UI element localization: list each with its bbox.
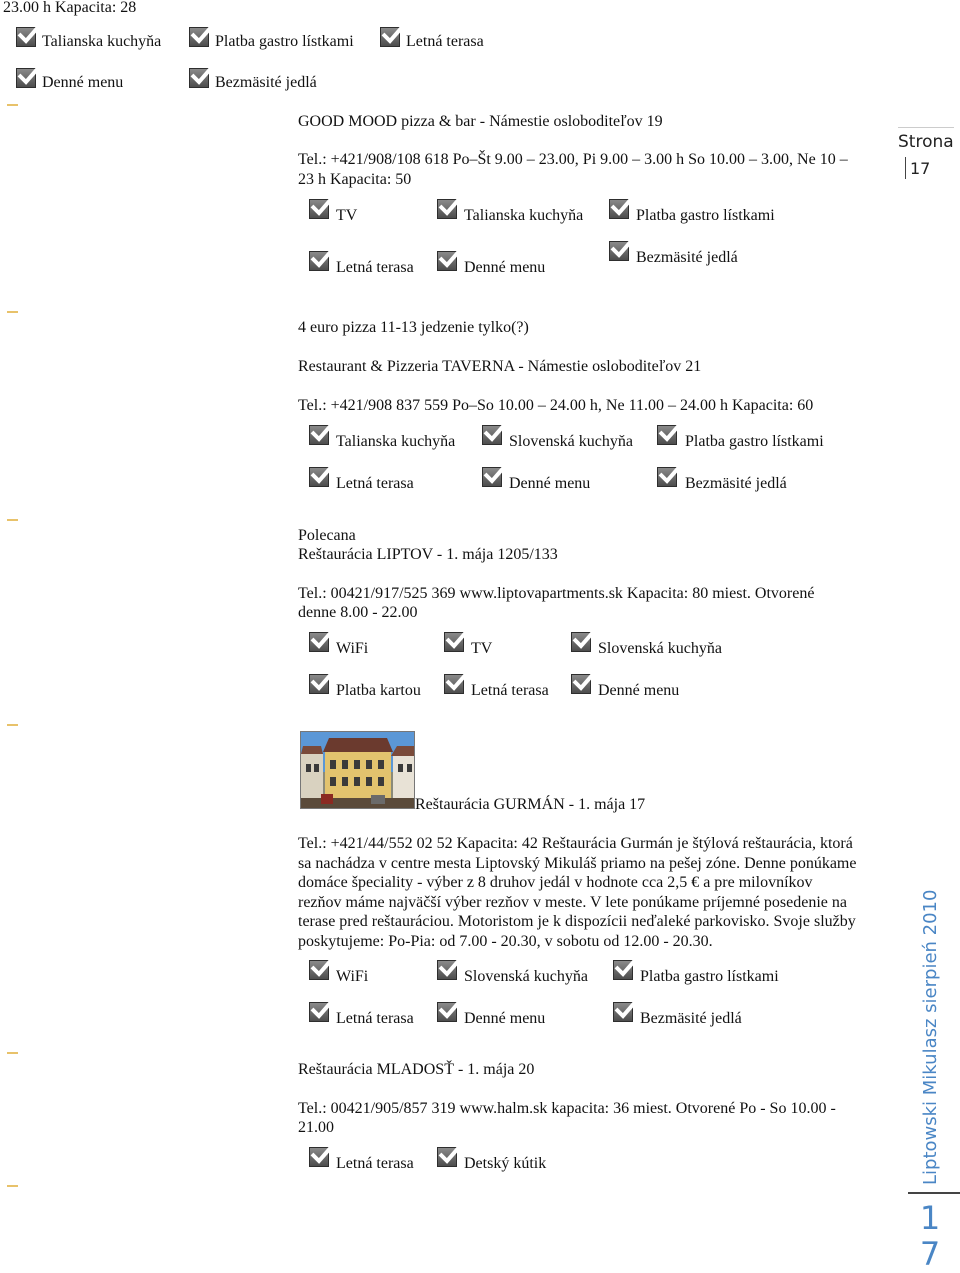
restaurant-info: Tel.: +421/908 837 559 Po–So 10.00 – 24.00 h, Ne 11.00 – 24.00 h Kapacita: 60 bbox=[298, 397, 814, 414]
restaurant-name: Reštaurácia MLADOSŤ - 1. mája 20 bbox=[298, 1061, 535, 1078]
margin-dash bbox=[7, 311, 18, 313]
margin-dash bbox=[7, 1052, 18, 1054]
restaurant-description: domáce špeciality - výber z 8 druhov jedál v hodnote cca 2,5 € a pre milovníkov bbox=[298, 874, 813, 892]
divider bbox=[898, 127, 954, 128]
restaurant-name: Reštaurácia LIPTOV - 1. mája 1205/133 bbox=[298, 546, 558, 563]
top-continuation-line: 23.00 h Kapacita: 28 bbox=[3, 0, 137, 16]
checkbox-icon bbox=[437, 1147, 457, 1167]
restaurant-info: 21.00 bbox=[298, 1119, 334, 1136]
checkbox-icon bbox=[309, 632, 329, 652]
checkbox-icon bbox=[309, 960, 329, 980]
feature-label: Letná terasa bbox=[336, 1010, 414, 1027]
page-indicator bbox=[898, 127, 954, 183]
feature-label: Denné menu bbox=[598, 682, 680, 699]
checkbox-icon bbox=[437, 960, 457, 980]
checkbox-icon bbox=[437, 251, 457, 271]
checkbox-icon bbox=[657, 467, 677, 487]
checkbox-icon bbox=[309, 199, 329, 219]
feature-label: Letná terasa bbox=[336, 1155, 414, 1172]
feature-label: Bezmäsité jedlá bbox=[640, 1010, 742, 1027]
feature-label: Platba gastro lístkami bbox=[685, 433, 824, 450]
margin-dash bbox=[7, 104, 18, 106]
strona-label: Strona bbox=[898, 132, 954, 152]
feature-label: Denné menu bbox=[42, 74, 124, 91]
feature-label: Platba gastro lístkami bbox=[636, 207, 775, 224]
feature-label: Bezmäsité jedlá bbox=[215, 74, 317, 91]
checkbox-icon bbox=[189, 27, 209, 47]
feature-label: Denné menu bbox=[509, 475, 591, 492]
checkbox-icon bbox=[482, 467, 502, 487]
margin-dash bbox=[7, 519, 18, 521]
divider bbox=[905, 157, 906, 179]
feature-label: Platba gastro lístkami bbox=[640, 968, 779, 985]
divider bbox=[908, 1192, 960, 1194]
feature-label: Talianska kuchyňa bbox=[42, 33, 162, 50]
checkbox-icon bbox=[482, 425, 502, 445]
margin-dash bbox=[7, 724, 18, 726]
restaurant-info: Tel.: 00421/917/525 369 www.liptovapartments.sk Kapacita: 80 miest. Otvorené bbox=[298, 585, 815, 602]
feature-label: Denné menu bbox=[464, 1010, 546, 1027]
checkbox-icon bbox=[571, 632, 591, 652]
feature-label: Denné menu bbox=[464, 259, 546, 276]
feature-label: Bezmäsité jedlá bbox=[685, 475, 787, 492]
checkbox-icon bbox=[613, 1002, 633, 1022]
restaurant-description: poskytujeme: Po-Pia: od 7.00 - 20.30, v sobotu od 12.00 - 20.30. bbox=[298, 933, 713, 950]
feature-label: Platba gastro lístkami bbox=[215, 33, 354, 50]
feature-label: TV bbox=[336, 207, 358, 224]
feature-label: Slovenská kuchyňa bbox=[509, 433, 633, 450]
restaurant-name: Restaurant & Pizzeria TAVERNA - Námestie osloboditeľov 21 bbox=[298, 358, 702, 375]
restaurant-name: GOOD MOOD pizza & bar - Námestie osloboditeľov 19 bbox=[298, 113, 663, 130]
restaurant-info: Tel.: +421/908/108 618 Po–Št 9.00 – 23.00, Pi 9.00 – 3.00 h So 10.00 – 3.00, Ne 10 – bbox=[298, 151, 848, 168]
vertical-footer-title: Liptowski Mikulasz sierpień 2010 bbox=[920, 889, 941, 1185]
checkbox-icon bbox=[309, 674, 329, 694]
feature-label: Letná terasa bbox=[406, 33, 484, 50]
checkbox-icon bbox=[309, 1002, 329, 1022]
restaurant-description: terase pred reštauráciou. Motoristom je k dispozícii neďaleké parkovisko. Svoje služby bbox=[298, 913, 856, 931]
page-number: 1 7 bbox=[919, 1199, 941, 1273]
feature-label: Letná terasa bbox=[336, 259, 414, 276]
checkbox-icon bbox=[309, 467, 329, 487]
feature-label: Slovenská kuchyňa bbox=[464, 968, 588, 985]
restaurant-name: Reštaurácia GURMÁN - 1. mája 17 bbox=[415, 796, 646, 813]
restaurant-description: rezňov máme najväčší výber rezňov v meste. V lete ponúkame príjemné posedenie na bbox=[298, 893, 847, 911]
handwritten-note: 4 euro pizza 11-13 jedzenie tylko(?) bbox=[298, 319, 529, 336]
checkbox-icon bbox=[16, 27, 36, 47]
feature-label: WiFi bbox=[336, 968, 369, 985]
restaurant-info: Tel.: 00421/905/857 319 www.halm.sk kapacita: 36 miest. Otvorené Po - So 10.00 - bbox=[298, 1100, 836, 1117]
restaurant-info: denne 8.00 - 22.00 bbox=[298, 604, 418, 621]
feature-label: Letná terasa bbox=[336, 475, 414, 492]
checkbox-icon bbox=[437, 1002, 457, 1022]
checkbox-icon bbox=[609, 199, 629, 219]
checkbox-icon bbox=[309, 425, 329, 445]
checkbox-icon bbox=[571, 674, 591, 694]
feature-label: WiFi bbox=[336, 640, 369, 657]
checkbox-icon bbox=[444, 674, 464, 694]
feature-label: TV bbox=[471, 640, 493, 657]
restaurant-info: 23 h Kapacita: 50 bbox=[298, 171, 412, 188]
checkbox-icon bbox=[609, 241, 629, 261]
strona-number: 17 bbox=[910, 159, 931, 178]
restaurant-description: Tel.: +421/44/552 02 52 Kapacita: 42 Reštaurácia Gurmán je štýlová reštaurácia, ktorá bbox=[298, 835, 853, 852]
restaurant-description: sa nachádza v centre mesta Liptovský Mikuláš priamo na pešej zóne. Denne ponúkame bbox=[298, 854, 857, 872]
restaurant-photo bbox=[300, 731, 415, 809]
checkbox-icon bbox=[657, 425, 677, 445]
handwritten-note: Polecana bbox=[298, 527, 356, 544]
feature-label: Talianska kuchyňa bbox=[336, 433, 456, 450]
checkbox-icon bbox=[380, 27, 400, 47]
feature-label: Detský kútik bbox=[464, 1155, 547, 1172]
margin-dash bbox=[7, 1185, 18, 1187]
checkbox-icon bbox=[444, 632, 464, 652]
feature-label: Bezmäsité jedlá bbox=[636, 249, 738, 266]
checkbox-icon bbox=[613, 960, 633, 980]
feature-label: Slovenská kuchyňa bbox=[598, 640, 722, 657]
checkbox-icon bbox=[309, 1147, 329, 1167]
feature-label: Platba kartou bbox=[336, 682, 421, 699]
checkbox-icon bbox=[189, 68, 209, 88]
feature-label: Talianska kuchyňa bbox=[464, 207, 584, 224]
checkbox-icon bbox=[309, 251, 329, 271]
checkbox-icon bbox=[16, 68, 36, 88]
checkbox-icon bbox=[437, 199, 457, 219]
feature-label: Letná terasa bbox=[471, 682, 549, 699]
